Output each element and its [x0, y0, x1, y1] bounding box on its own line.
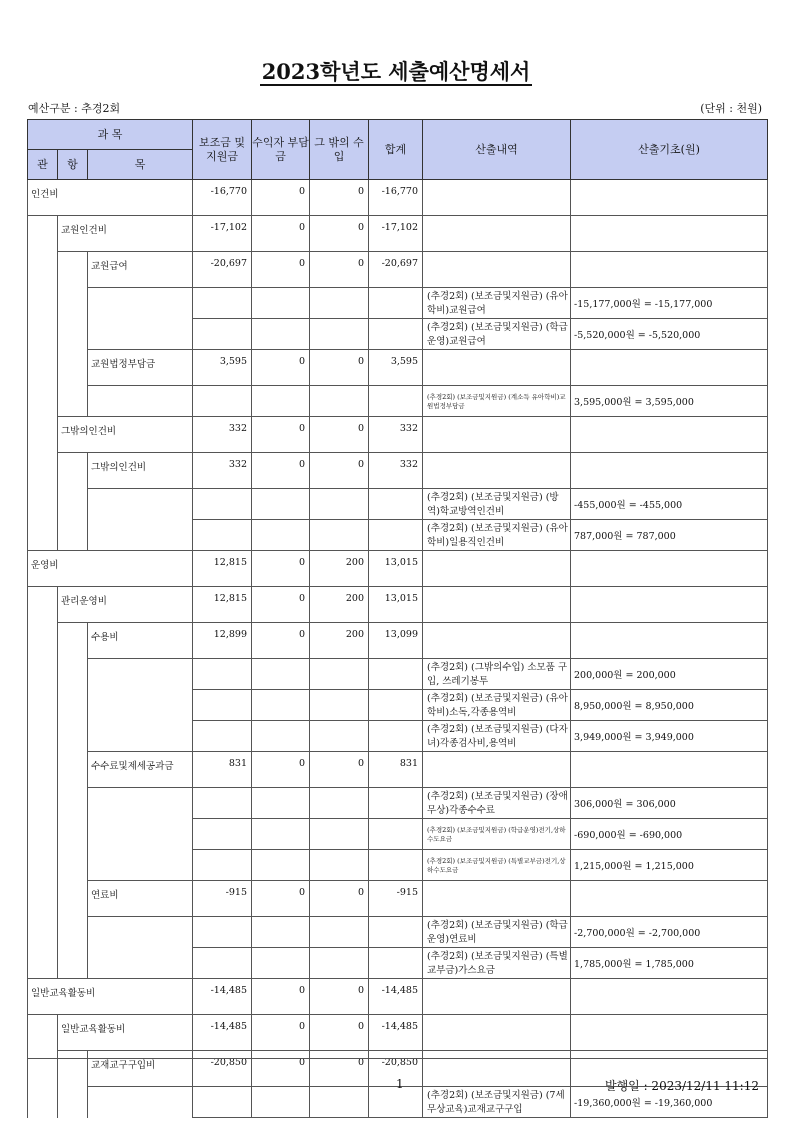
detail-row: [28, 850, 768, 881]
other-cell: [310, 917, 369, 948]
detail-cell: (추경2회) (보조금및지원금) (특별교부금)전기,상하수도요금: [423, 850, 571, 881]
subsidy-cell: 332: [193, 453, 252, 489]
gwan-spacer: [28, 1087, 58, 1118]
other-cell: 0: [310, 453, 369, 489]
subsidy-cell: -17,102: [193, 216, 252, 252]
other-cell: [310, 319, 369, 350]
beneficiary-cell: 0: [252, 623, 310, 659]
mok-spacer: [88, 948, 193, 979]
gwan-spacer: [28, 752, 58, 788]
detail-row: [28, 788, 768, 819]
beneficiary-cell: [252, 850, 310, 881]
mok-spacer: [88, 659, 193, 690]
gwan-spacer: [28, 350, 58, 386]
subsidy-cell: 332: [193, 417, 252, 453]
basis-cell: 787,000원 = 787,000: [571, 520, 768, 551]
total-cell: [369, 850, 423, 881]
basis-cell: 1,215,000원 = 1,215,000: [571, 850, 768, 881]
beneficiary-cell: [252, 659, 310, 690]
basis-cell: 3,949,000원 = 3,949,000: [571, 721, 768, 752]
table-row: [28, 752, 768, 788]
total-cell: 332: [369, 417, 423, 453]
total-cell: -16,770: [369, 180, 423, 216]
beneficiary-cell: 0: [252, 453, 310, 489]
subsidy-cell: 12,899: [193, 623, 252, 659]
hang-spacer: [58, 453, 88, 489]
detail-row: [28, 489, 768, 520]
gwan-spacer: [28, 386, 58, 417]
subsidy-cell: -20,697: [193, 252, 252, 288]
detail-row: [28, 520, 768, 551]
other-cell: 200: [310, 587, 369, 623]
subsidy-cell: [193, 690, 252, 721]
header-beneficiary: 수익자 부담금: [252, 120, 310, 180]
mok-spacer: [88, 319, 193, 350]
gwan-spacer: [28, 948, 58, 979]
mok-spacer: [88, 690, 193, 721]
beneficiary-cell: 0: [252, 417, 310, 453]
table-row: [28, 979, 768, 1015]
hang-name: 관리운영비: [58, 587, 193, 623]
detail-row: [28, 917, 768, 948]
subsidy-cell: 12,815: [193, 551, 252, 587]
total-cell: -20,697: [369, 252, 423, 288]
total-cell: [369, 1087, 423, 1118]
gwan-name: 운영비: [28, 551, 193, 587]
mok-name: 수용비: [88, 623, 193, 659]
total-cell: -17,102: [369, 216, 423, 252]
table-row: [28, 453, 768, 489]
beneficiary-cell: [252, 690, 310, 721]
total-cell: [369, 788, 423, 819]
hang-spacer: [58, 520, 88, 551]
subsidy-cell: -14,485: [193, 979, 252, 1015]
basis-cell: -5,520,000원 = -5,520,000: [571, 319, 768, 350]
mok-spacer: [88, 1087, 193, 1118]
subsidy-cell: [193, 489, 252, 520]
gwan-spacer: [28, 252, 58, 288]
budget-type: 예산구분 : 추경2회: [28, 102, 121, 115]
subsidy-cell: [193, 721, 252, 752]
beneficiary-cell: [252, 1087, 310, 1118]
other-cell: 0: [310, 1015, 369, 1051]
detail-cell: [423, 216, 571, 252]
total-cell: -14,485: [369, 979, 423, 1015]
subsidy-cell: -14,485: [193, 1015, 252, 1051]
total-cell: [369, 288, 423, 319]
table-row: [28, 216, 768, 252]
other-cell: 0: [310, 1051, 369, 1087]
hang-spacer: [58, 386, 88, 417]
detail-cell: [423, 417, 571, 453]
total-cell: [369, 386, 423, 417]
hang-spacer: [58, 788, 88, 819]
detail-row: [28, 948, 768, 979]
basis-cell: [571, 216, 768, 252]
hang-spacer: [58, 288, 88, 319]
gwan-spacer: [28, 690, 58, 721]
subsidy-cell: [193, 1087, 252, 1118]
gwan-spacer: [28, 819, 58, 850]
mok-name: 수수료및제세공과금: [88, 752, 193, 788]
basis-cell: -15,177,000원 = -15,177,000: [571, 288, 768, 319]
basis-cell: [571, 551, 768, 587]
total-cell: [369, 659, 423, 690]
total-cell: 831: [369, 752, 423, 788]
gwan-spacer: [28, 216, 58, 252]
detail-row: [28, 319, 768, 350]
detail-cell: (추경2회) (보조금및지원금) (7세무상교육)교재교구구입: [423, 1087, 571, 1118]
hang-spacer: [58, 1051, 88, 1087]
basis-cell: -690,000원 = -690,000: [571, 819, 768, 850]
beneficiary-cell: [252, 520, 310, 551]
other-cell: [310, 489, 369, 520]
header-total: 합계: [369, 120, 423, 180]
other-cell: 0: [310, 252, 369, 288]
hang-spacer: [58, 623, 88, 659]
mok-name: 연료비: [88, 881, 193, 917]
header-gwan: 관: [28, 150, 58, 180]
detail-row: [28, 690, 768, 721]
gwan-spacer: [28, 1015, 58, 1051]
subsidy-cell: -915: [193, 881, 252, 917]
mok-spacer: [88, 850, 193, 881]
total-cell: 332: [369, 453, 423, 489]
detail-cell: [423, 623, 571, 659]
subsidy-cell: [193, 386, 252, 417]
basis-cell: [571, 180, 768, 216]
basis-cell: [571, 417, 768, 453]
hang-spacer: [58, 1087, 88, 1118]
total-cell: [369, 721, 423, 752]
gwan-name: 일반교육활동비: [28, 979, 193, 1015]
other-cell: [310, 288, 369, 319]
mok-spacer: [88, 520, 193, 551]
beneficiary-cell: 0: [252, 216, 310, 252]
gwan-spacer: [28, 788, 58, 819]
header-mok: 목: [88, 150, 193, 180]
total-cell: [369, 819, 423, 850]
detail-cell: [423, 453, 571, 489]
other-cell: [310, 721, 369, 752]
header-subsidy: 보조금 및 지원금: [193, 120, 252, 180]
basis-cell: [571, 587, 768, 623]
beneficiary-cell: 0: [252, 1051, 310, 1087]
other-cell: 0: [310, 180, 369, 216]
other-cell: [310, 520, 369, 551]
basis-cell: 8,950,000원 = 8,950,000: [571, 690, 768, 721]
total-cell: [369, 489, 423, 520]
gwan-spacer: [28, 288, 58, 319]
mok-name: 교재교구구입비: [88, 1051, 193, 1087]
other-cell: 0: [310, 216, 369, 252]
hang-spacer: [58, 319, 88, 350]
beneficiary-cell: 0: [252, 252, 310, 288]
gwan-spacer: [28, 489, 58, 520]
hang-spacer: [58, 690, 88, 721]
basis-cell: 3,595,000원 = 3,595,000: [571, 386, 768, 417]
other-cell: [310, 659, 369, 690]
other-cell: 200: [310, 623, 369, 659]
detail-row: [28, 819, 768, 850]
hang-name: 일반교육활동비: [58, 1015, 193, 1051]
hang-spacer: [58, 252, 88, 288]
other-cell: 0: [310, 350, 369, 386]
subsidy-cell: [193, 819, 252, 850]
other-cell: [310, 819, 369, 850]
detail-cell: [423, 979, 571, 1015]
gwan-spacer: [28, 587, 58, 623]
detail-cell: [423, 252, 571, 288]
detail-cell: (추경2회) (보조금및지원금) (유아학비)소독,각종용역비: [423, 690, 571, 721]
basis-cell: [571, 453, 768, 489]
other-cell: 0: [310, 752, 369, 788]
basis-cell: [571, 350, 768, 386]
mok-spacer: [88, 788, 193, 819]
other-cell: [310, 690, 369, 721]
basis-cell: [571, 881, 768, 917]
header-basis: 산출기초(원): [571, 120, 768, 180]
gwan-spacer: [28, 520, 58, 551]
beneficiary-cell: 0: [252, 1015, 310, 1051]
other-cell: [310, 850, 369, 881]
hang-spacer: [58, 752, 88, 788]
gwan-spacer: [28, 881, 58, 917]
detail-row: [28, 386, 768, 417]
header-detail: 산출내역: [423, 120, 571, 180]
basis-cell: [571, 979, 768, 1015]
total-cell: [369, 319, 423, 350]
subsidy-cell: [193, 917, 252, 948]
other-cell: 0: [310, 881, 369, 917]
total-cell: 13,015: [369, 551, 423, 587]
mok-spacer: [88, 288, 193, 319]
beneficiary-cell: [252, 489, 310, 520]
hang-spacer: [58, 850, 88, 881]
beneficiary-cell: 0: [252, 881, 310, 917]
gwan-spacer: [28, 319, 58, 350]
issue-date: 발행일 : 2023/12/11 11:12: [604, 1079, 759, 1093]
hang-spacer: [58, 917, 88, 948]
other-cell: [310, 948, 369, 979]
detail-cell: (추경2회) (보조금및지원금) (계소득 유아학비)교원법정부담금: [423, 386, 571, 417]
subsidy-cell: 831: [193, 752, 252, 788]
hang-spacer: [58, 350, 88, 386]
beneficiary-cell: [252, 288, 310, 319]
mok-name: 교원법정부담금: [88, 350, 193, 386]
basis-cell: [571, 1015, 768, 1051]
basis-cell: [571, 623, 768, 659]
mok-spacer: [88, 489, 193, 520]
total-cell: [369, 690, 423, 721]
detail-row: [28, 288, 768, 319]
beneficiary-cell: [252, 721, 310, 752]
detail-cell: [423, 551, 571, 587]
mok-spacer: [88, 721, 193, 752]
subsidy-cell: -20,850: [193, 1051, 252, 1087]
detail-cell: (추경2회) (보조금및지원금) (유아학비)교원급여: [423, 288, 571, 319]
gwan-spacer: [28, 917, 58, 948]
beneficiary-cell: [252, 819, 310, 850]
detail-cell: (추경2회) (보조금및지원금) (유아학비)일용직인건비: [423, 520, 571, 551]
gwan-spacer: [28, 623, 58, 659]
header-hang: 항: [58, 150, 88, 180]
detail-cell: (추경2회) (보조금및지원금) (학급운영)교원급여: [423, 319, 571, 350]
detail-cell: [423, 752, 571, 788]
detail-cell: (추경2회) (보조금및지원금) (장애무상)각종수수료: [423, 788, 571, 819]
subsidy-cell: [193, 850, 252, 881]
hang-spacer: [58, 659, 88, 690]
budget-body: [28, 180, 768, 1118]
beneficiary-cell: 0: [252, 587, 310, 623]
other-cell: 0: [310, 417, 369, 453]
basis-cell: -2,700,000원 = -2,700,000: [571, 917, 768, 948]
total-cell: -14,485: [369, 1015, 423, 1051]
detail-cell: (추경2회) (보조금및지원금) (학급운영)연료비: [423, 917, 571, 948]
gwan-spacer: [28, 1051, 58, 1087]
unit-label: (단위 : 천원): [700, 102, 762, 115]
basis-cell: [571, 752, 768, 788]
subsidy-cell: [193, 520, 252, 551]
subsidy-cell: [193, 948, 252, 979]
subsidy-cell: [193, 788, 252, 819]
budget-table: [27, 119, 768, 1118]
other-cell: [310, 1087, 369, 1118]
subsidy-cell: 12,815: [193, 587, 252, 623]
page-title: 2023학년도 세출예산명세서: [261, 59, 531, 84]
total-cell: -915: [369, 881, 423, 917]
table-row: [28, 180, 768, 216]
detail-cell: (추경2회) (보조금및지원금) (학급운영)전기,상하수도요금: [423, 819, 571, 850]
basis-cell: [571, 252, 768, 288]
detail-cell: [423, 180, 571, 216]
basis-cell: 306,000원 = 306,000: [571, 788, 768, 819]
mok-spacer: [88, 386, 193, 417]
other-cell: [310, 386, 369, 417]
page-number: 1: [396, 1077, 404, 1091]
beneficiary-cell: [252, 788, 310, 819]
header-other: 그 밖의 수입: [310, 120, 369, 180]
detail-cell: (추경2회) (그밖의수입) 소모품 구입, 쓰레기봉투: [423, 659, 571, 690]
table-row: [28, 417, 768, 453]
total-cell: -20,850: [369, 1051, 423, 1087]
detail-cell: [423, 350, 571, 386]
beneficiary-cell: [252, 948, 310, 979]
total-cell: 3,595: [369, 350, 423, 386]
basis-cell: 200,000원 = 200,000: [571, 659, 768, 690]
hang-name: 교원인건비: [58, 216, 193, 252]
table-row: [28, 551, 768, 587]
total-cell: [369, 948, 423, 979]
detail-cell: (추경2회) (보조금및지원금) (방역)학교방역인건비: [423, 489, 571, 520]
beneficiary-cell: 0: [252, 752, 310, 788]
other-cell: 0: [310, 979, 369, 1015]
detail-row: [28, 721, 768, 752]
subsidy-cell: [193, 288, 252, 319]
header-subject: 과 목: [28, 120, 193, 150]
detail-row: [28, 659, 768, 690]
basis-cell: -455,000원 = -455,000: [571, 489, 768, 520]
basis-cell: 1,785,000원 = 1,785,000: [571, 948, 768, 979]
hang-name: 그밖의인건비: [58, 417, 193, 453]
basis-cell: -19,360,000원 = -19,360,000: [571, 1087, 768, 1118]
beneficiary-cell: [252, 319, 310, 350]
total-cell: [369, 520, 423, 551]
table-row: [28, 623, 768, 659]
subsidy-cell: [193, 659, 252, 690]
gwan-spacer: [28, 453, 58, 489]
detail-cell: (추경2회) (보조금및지원금) (다자녀)각종검사비,용역비: [423, 721, 571, 752]
gwan-spacer: [28, 850, 58, 881]
other-cell: [310, 788, 369, 819]
beneficiary-cell: 0: [252, 551, 310, 587]
subsidy-cell: [193, 319, 252, 350]
hang-spacer: [58, 881, 88, 917]
table-row: [28, 1015, 768, 1051]
gwan-name: 인건비: [28, 180, 193, 216]
beneficiary-cell: 0: [252, 180, 310, 216]
subsidy-cell: 3,595: [193, 350, 252, 386]
total-cell: 13,015: [369, 587, 423, 623]
detail-cell: [423, 1015, 571, 1051]
beneficiary-cell: 0: [252, 350, 310, 386]
table-row: [28, 881, 768, 917]
hang-spacer: [58, 721, 88, 752]
detail-cell: (추경2회) (보조금및지원금) (특별교부금)가스요금: [423, 948, 571, 979]
hang-spacer: [58, 489, 88, 520]
mok-spacer: [88, 917, 193, 948]
subsidy-cell: -16,770: [193, 180, 252, 216]
beneficiary-cell: [252, 386, 310, 417]
beneficiary-cell: 0: [252, 979, 310, 1015]
table-row: [28, 252, 768, 288]
gwan-spacer: [28, 659, 58, 690]
mok-name: 그밖의인건비: [88, 453, 193, 489]
total-cell: [369, 917, 423, 948]
other-cell: 200: [310, 551, 369, 587]
gwan-spacer: [28, 417, 58, 453]
mok-name: 교원급여: [88, 252, 193, 288]
detail-cell: [423, 1051, 571, 1087]
detail-cell: [423, 587, 571, 623]
table-row: [28, 350, 768, 386]
hang-spacer: [58, 819, 88, 850]
table-row: [28, 587, 768, 623]
detail-cell: [423, 881, 571, 917]
mok-spacer: [88, 819, 193, 850]
total-cell: 13,099: [369, 623, 423, 659]
beneficiary-cell: [252, 917, 310, 948]
gwan-spacer: [28, 721, 58, 752]
footer-divider: [27, 1058, 767, 1059]
hang-spacer: [58, 948, 88, 979]
